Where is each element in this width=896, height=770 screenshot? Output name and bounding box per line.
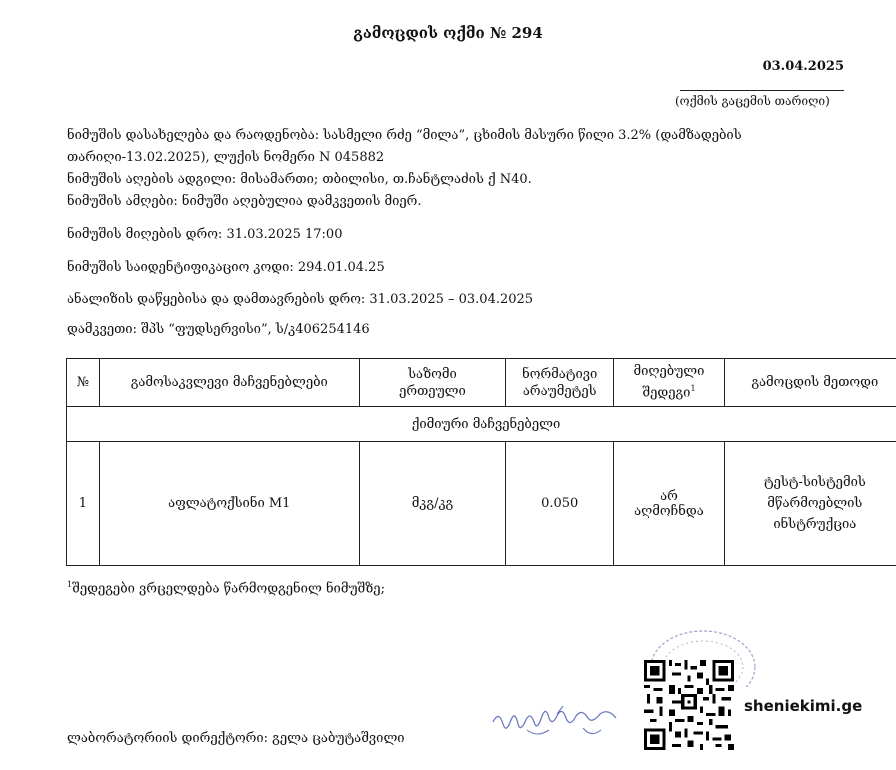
header-norm: ნორმატივი არაუმეტეს	[506, 359, 614, 407]
table-section-row	[67, 407, 896, 442]
received-time: ნიმუშის მიღების დრო: 31.03.2025 17:00	[67, 227, 343, 242]
report-title: გამოცდის ოქმი № 294	[353, 24, 543, 42]
sample-name-line-2: თარიღი-13.02.2025), ლუქის ნომერი N 045882	[67, 150, 385, 165]
results-table	[66, 358, 896, 566]
footnote-text: შედეგები ვრცელდება წარმოდგენილ ნიმუშზე;	[72, 581, 385, 597]
table-header-row	[67, 359, 896, 407]
issue-date-caption: (ოქმის გაცემის თარიღი)	[675, 94, 830, 108]
header-unit: საზომი ერთეული	[359, 359, 505, 407]
header-indicator: გამოსაკვლევი მაჩვენებლები	[99, 359, 359, 407]
qr-code-image	[642, 660, 736, 750]
header-method: გამოცდის მეთოდი	[724, 359, 896, 407]
issue-date: 03.04.2025	[762, 59, 844, 74]
row-no: 1	[67, 442, 100, 566]
sample-name-line-1: ნიმუშის დასახელება და რაოდენობა: სასმელი რძე “მილა”, ცხიმის მასური წილი 3.2% (დამზადების	[67, 128, 742, 143]
row-norm: 0.050	[506, 442, 614, 566]
section-title: ქიმიური მაჩვენებელი	[67, 407, 896, 442]
sample-id-code: ნიმუშის საიდენტიფიკაციო კოდი: 294.01.04.25	[67, 260, 385, 275]
header-no: №	[67, 359, 100, 407]
director-line: ლაბორატორიის დირექტორი: გელა ცაბუტაშვილი	[67, 731, 405, 746]
row-unit: მკგ/კგ	[359, 442, 505, 566]
row-method: ტესტ-სისტემის მწარმოებლის ინსტრუქცია	[724, 442, 896, 566]
site-watermark: sheniekimi.ge	[744, 697, 863, 715]
header-result: მიღებული შედეგი$^1$	[614, 359, 724, 407]
analysis-period: ანალიზის დაწყებისა და დამთავრების დრო: 31.03.2025 – 03.04.2025	[67, 292, 534, 307]
footnote-mark: 1	[67, 580, 73, 589]
table-row	[67, 442, 896, 566]
customer: დამკვეთი: შპს “ფუდსერვისი”, ს/კ406254146	[67, 322, 370, 337]
row-indicator: აფლატოქსინი M1	[99, 442, 359, 566]
footnote	[67, 580, 385, 596]
signature-image	[487, 700, 637, 750]
sampling-place: ნიმუშის აღების ადგილი: მისამართი; თბილისი, თ.ჩანტლაძის ქ N40.	[67, 172, 532, 187]
row-result: არ აღმოჩნდა	[614, 442, 724, 566]
date-underline	[680, 90, 844, 91]
sampled-by: ნიმუშის ამღები: ნიმუში აღებულია დამკვეთის მიერ.	[67, 194, 422, 209]
